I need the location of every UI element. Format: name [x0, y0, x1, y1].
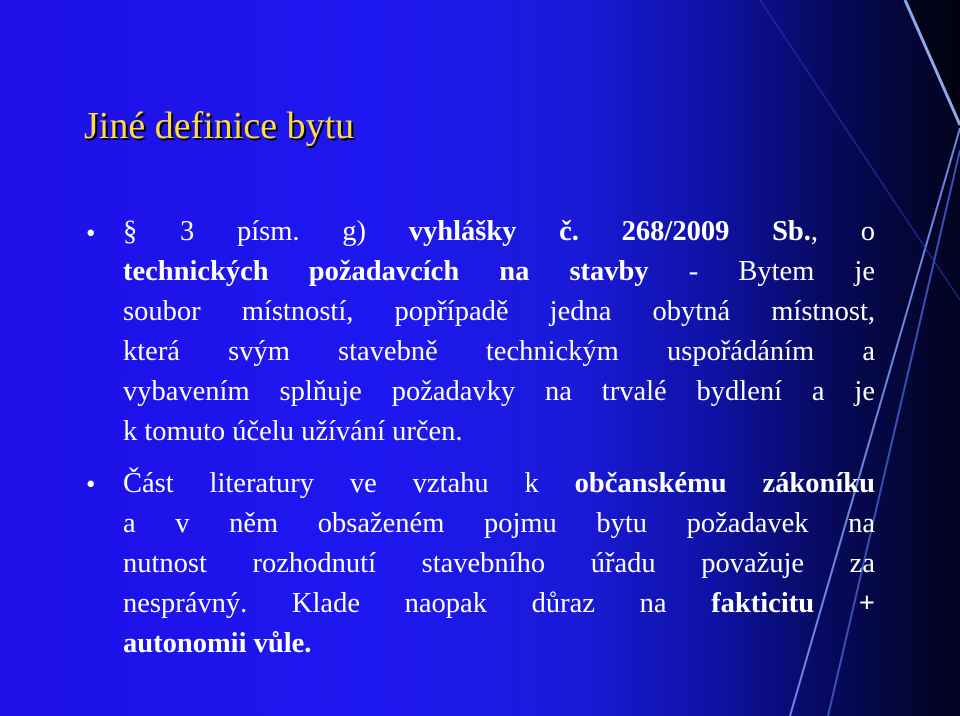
bullet-marker: • [86, 469, 96, 499]
bold-text: fakticitu + [711, 588, 875, 619]
bold-text: vyhlášky č. 268/2009 Sb. [408, 216, 811, 247]
paragraph-line [123, 414, 875, 450]
paragraph-line [123, 214, 875, 250]
text-segment: vybavením splňuje požadavky na trvalé bydlení a je [123, 376, 875, 407]
text-segment: a v něm obsaženém pojmu bytu požadavek na [123, 508, 875, 539]
paragraph-line [123, 546, 875, 582]
slide-title: Jiné definice bytu [84, 105, 355, 147]
bullet-marker: • [86, 218, 96, 248]
bold-text: autonomii vůle. [123, 628, 312, 659]
bold-text: občanskému zákoníku [574, 468, 875, 499]
text-segment: k tomuto účelu užívání určen. [123, 416, 463, 447]
paragraph-line [123, 626, 875, 662]
text-segment: nutnost rozhodnutí stavebního úřadu považuje za [123, 548, 875, 579]
text-segment: § 3 písm. g) [123, 216, 409, 247]
bold-text: technických požadavcích na stavby [123, 256, 649, 287]
text-segment: která svým stavebně technickým uspořádáním a [123, 336, 875, 367]
text-segment: Část literatury ve vztahu k [123, 468, 575, 499]
text-segment: , o [810, 216, 875, 247]
text-segment: soubor místností, popřípadě jedna obytná místnost, [123, 296, 875, 327]
paragraph-line [123, 586, 875, 622]
paragraph-line [123, 506, 875, 542]
text-segment: nesprávný. Klade naopak důraz na [123, 588, 712, 619]
text-segment: - Bytem je [648, 256, 875, 287]
paragraph-line [123, 466, 875, 502]
paragraph-line [123, 374, 875, 410]
paragraph-line [123, 334, 875, 370]
paragraph-line [123, 254, 875, 290]
paragraph-line [123, 294, 875, 330]
